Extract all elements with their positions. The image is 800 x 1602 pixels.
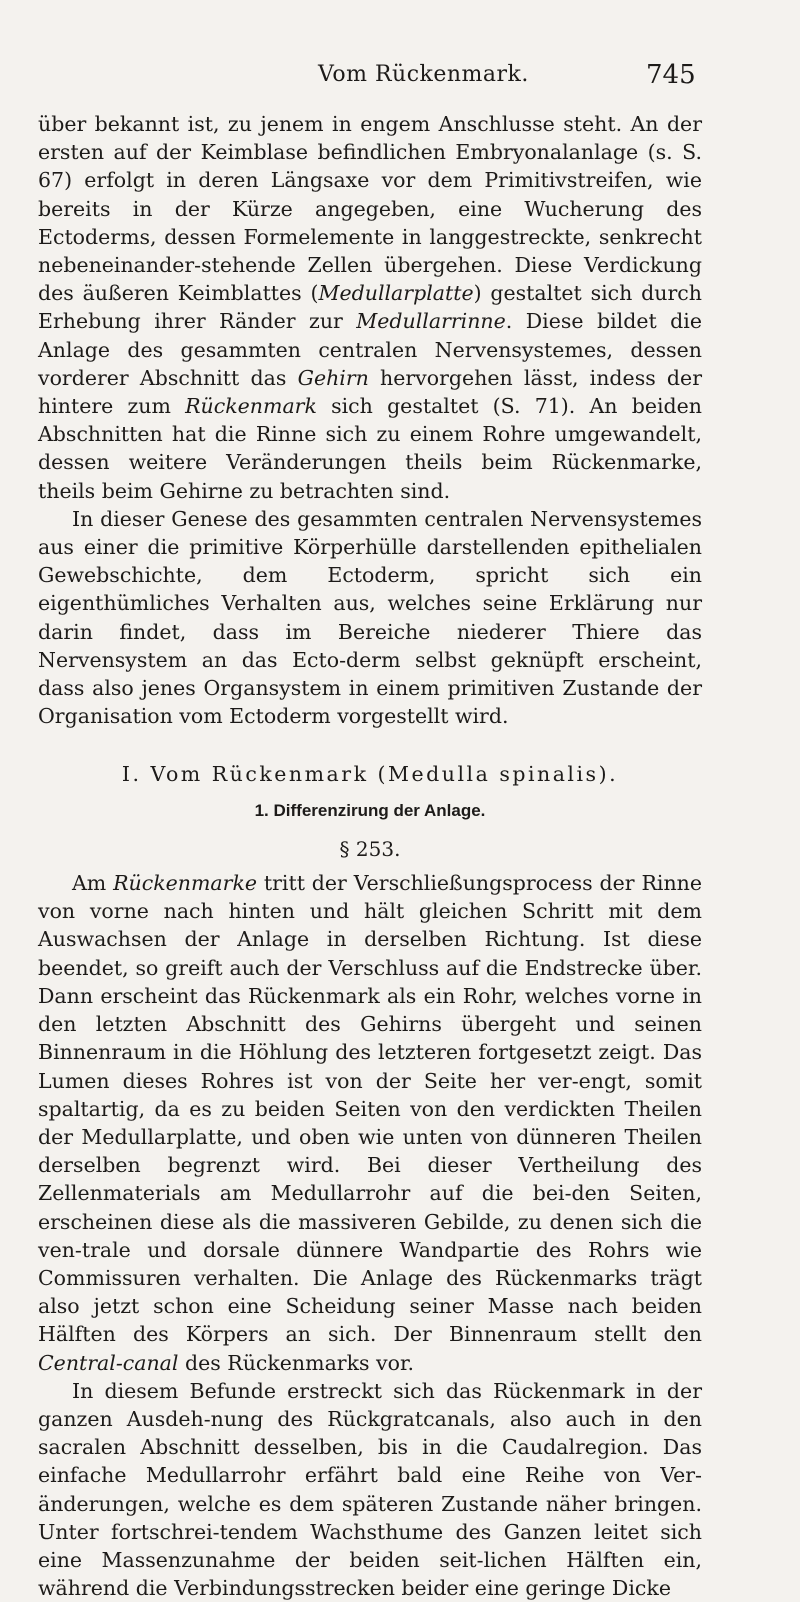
running-head (0, 62, 800, 96)
body-text (38, 110, 702, 1602)
paragraph: Am Rückenmarke tritt der Verschließungsprocess der Rinne von vorne nach hinten und hält gleichen Schritt mit dem Auswachsen der Anlage in derselben Richtung. Ist diese beendet, so greift auch der Verschluss auf die Endstrecke über. Dann erscheint das Rückenmark als ein Rohr, welches vorne in den letzten Abschnitt des Gehirns übergeht und seinen Binnenraum in die Höhlung des letzteren fortgesetzt zeigt. Das Lumen dieses Rohres ist von der Seite her ver-engt, somit spaltartig, da es zu beiden Seiten von den verdickten Theilen der Medullarplatte, und oben wie unten von dünneren Theilen derselben begrenzt wird. Bei dieser Vertheilung des Zellenmaterials am Medullarrohr auf die bei-den Seiten, erscheinen diese als die massiveren Gebilde, zu denen sich die ven-trale und dorsale dünnere Wandpartie des Rohrs wie Commissuren verhalten. Die Anlage des Rückenmarks trägt also jetzt schon eine Scheidung seiner Masse nach beiden Hälften des Körpers an sich. Der Binnenraum stellt den Central-canal des Rückenmarks vor. (38, 871, 702, 1375)
emphasis: Rückenmark (185, 394, 317, 419)
emphasis: Central-canal (38, 1350, 179, 1375)
paragraph-number: § 253. (339, 836, 401, 861)
paragraph: über bekannt ist, zu jenem in engem Anschlusse steht. An der ersten auf der Keimblase befindlichen Embryonalanlage (s. S. 67) erfolgt in deren Längsaxe vor dem Primitivstreifen, wie bereits in der Kürze angegeben, eine Wucherung des Ectoderms, dessen Formelemente in langgestreckte, senkrecht nebeneinander-stehende Zellen übergehen. Diese Verdickung des äußeren Keimblattes (Medullarplatte) gestaltet sich durch Erhebung ihrer Ränder zur Medullarrinne. Diese bildet die Anlage des gesammten centralen Nervensystemes, dessen vorderer Abschnitt das Gehirn hervorgehen lässt, indess der hintere zum Rückenmark sich gestaltet (S. 71). An beiden Abschnitten hat die Rinne sich zu einem Rohre umgewandelt, dessen weitere Veränderungen theils beim Rückenmarke, theils beim Gehirne zu betrachten sind. (38, 112, 702, 503)
running-title: Vom Rückenmark. (318, 62, 529, 87)
emphasis: Gehirn (297, 365, 369, 390)
page-number: 745 (646, 60, 696, 90)
paragraph: In dieser Genese des gesammten centralen Nervensystemes aus einer die primitive Körperhülle darstellenden epithelialen Gewebschichte, dem Ectoderm, spricht sich ein eigenthümliches Verhalten aus, welches seine Erklärung nur darin findet, dass im Bereiche niederer Thiere das Nervensystem an das Ecto-derm selbst geknüpft erscheint, dass also jenes Organsystem in einem primitiven Zustande der Organisation vom Ectoderm vorgestellt wird. (38, 506, 702, 729)
emphasis: Medullarplatte (318, 281, 474, 306)
part-heading: I. Vom Rückenmark (Medulla spinalis). (121, 762, 619, 787)
emphasis: Rückenmarke (113, 871, 257, 896)
section-heading: 1. Differenzirung der Anlage. (254, 800, 486, 820)
paragraph: In diesem Befunde erstreckt sich das Rückenmark in der ganzen Ausdeh-nung des Rückgratcanals, also auch in den sacralen Abschnitt desselben, bis in die Caudalregion. Das einfache Medullarrohr erfährt bald eine Reihe von Ver-änderungen, welche es dem späteren Zustande näher bringen. Unter fortschrei-tendem Wachsthume des Ganzen leitet sich eine Massenzunahme der beiden seit-lichen Hälften ein, während die Verbindungsstrecken beider eine geringe Dicke (38, 1378, 702, 1601)
emphasis: Medullarrinne (356, 309, 506, 334)
